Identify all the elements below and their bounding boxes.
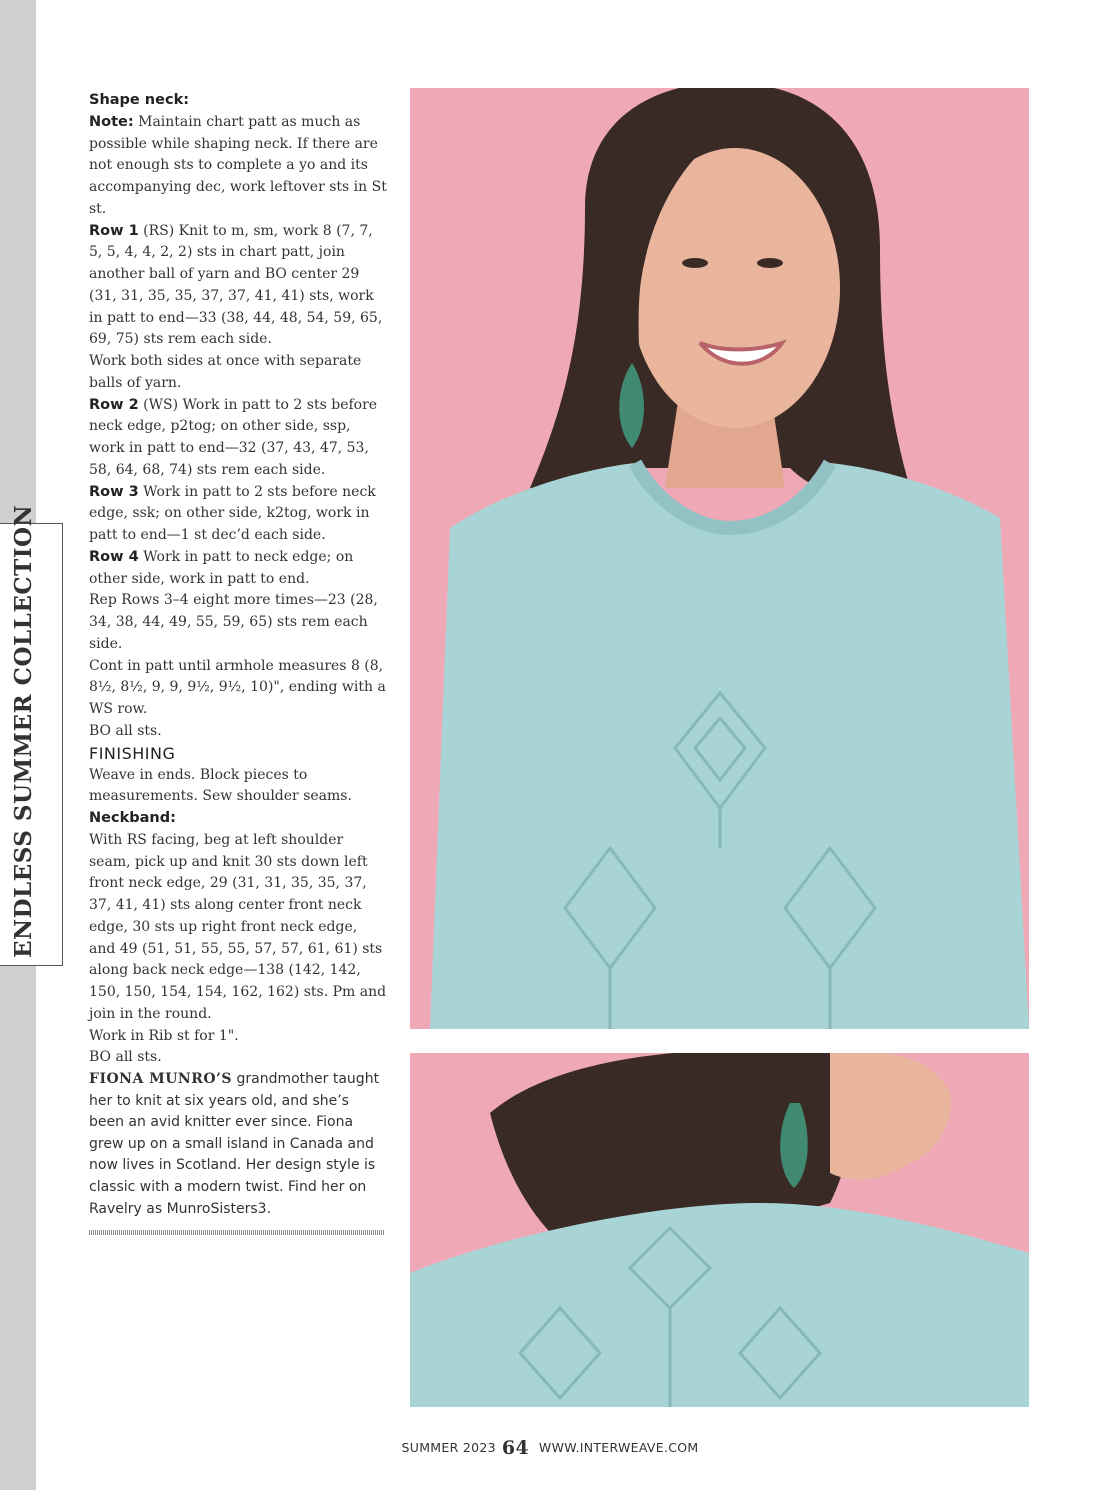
section-side-label: ENDLESS SUMMER COLLECTION xyxy=(10,504,37,958)
row1-label: Row 1 xyxy=(89,222,139,239)
repeat-rows-instruction: Rep Rows 3–4 eight more times—23 (28, 34, 38, 44, 49, 55, 59, 65) sts rem each side. xyxy=(89,592,378,652)
row2-label: Row 2 xyxy=(89,396,139,413)
pattern-text-column xyxy=(89,90,387,1235)
row4-instruction xyxy=(89,547,387,591)
model-back-illustration xyxy=(410,1053,1029,1407)
neckband-heading: Neckband: xyxy=(89,810,176,826)
page-number: 64 xyxy=(501,1437,529,1459)
row4-label: Row 4 xyxy=(89,548,139,565)
final-bind-off-instruction: BO all sts. xyxy=(89,1049,162,1066)
both-sides-instruction: Work both sides at once with separate balls of yarn. xyxy=(89,353,362,391)
finishing-heading: FINISHING xyxy=(89,743,176,763)
model-front-illustration xyxy=(410,88,1029,1029)
designer-bio-text: grandmother taught her to knit at six years old, and she’s been an avid knitter ever since. Fiona grew up on a small island in Canada and now lives in Scotland. Her design style is classic with a modern twist. Find her on Ravelry as MunroSisters3. xyxy=(89,1071,380,1217)
note-paragraph xyxy=(89,112,387,221)
designer-bio xyxy=(89,1069,387,1220)
row2-instruction xyxy=(89,395,387,482)
model-front-photo xyxy=(410,88,1029,1029)
footer-issue: SUMMER 2023 xyxy=(401,1440,496,1455)
footer-website: WWW.INTERWEAVE.COM xyxy=(538,1440,699,1455)
row4-text: Work in patt to neck edge; on other side, work in patt to end. xyxy=(89,548,354,587)
note-text: Maintain chart patt as much as possible while shaping neck. If there are not enough sts to complete a yo and its accompanying dec, work leftover sts in St st. xyxy=(89,113,387,217)
rib-instruction: Work in Rib st for 1". xyxy=(89,1027,239,1044)
note-label: Note: xyxy=(89,113,134,130)
row1-instruction xyxy=(89,221,387,352)
weave-instruction: Weave in ends. Block pieces to measurements. Sew shoulder seams. xyxy=(89,766,352,805)
section-side-tab xyxy=(0,504,63,966)
row2-text: (WS) Work in patt to 2 sts before neck edge, p2tog; on other side, ssp, work in patt to end—32 (37, 43, 47, 53, 58, 64, 68, 74) sts rem each side. xyxy=(89,396,378,478)
model-back-photo xyxy=(410,1053,1029,1407)
page-footer xyxy=(0,1437,1100,1459)
bio-divider xyxy=(89,1230,385,1235)
continue-instruction: Cont in patt until armhole measures 8 (8, 8½, 8½, 9, 9, 9½, 9½, 10)", ending with a WS row. xyxy=(89,657,386,717)
shape-neck-heading: Shape neck: xyxy=(89,92,190,108)
designer-name: FIONA MUNRO’S xyxy=(89,1071,233,1087)
row3-instruction xyxy=(89,482,387,547)
row3-label: Row 3 xyxy=(89,483,139,500)
bind-off-instruction: BO all sts. xyxy=(89,722,162,739)
row3-text: Work in patt to 2 sts before neck edge, ssk; on other side, k2tog, work in patt to end—1 st dec’d each side. xyxy=(89,483,376,543)
row1-text: (RS) Knit to m, sm, work 8 (7, 7, 5, 5, 4, 4, 2, 2) sts in chart patt, join another ball of yarn and BO center 29 (31, 31, 35, 35, 37, 37, 41, 41) sts, work in patt to end—33 (38, 44, 48, 54, 59, 65, 69, 75) sts rem each side. xyxy=(89,222,383,348)
neckband-instruction: With RS facing, beg at left shoulder seam, pick up and knit 30 sts down left front neck edge, 29 (31, 31, 35, 35, 37, 37, 41, 41) sts along center front neck edge, 30 sts up right front neck edge, and 49 (51, 51, 55, 55, 57, 57, 61, 61) sts along back neck edge—138 (142, 142, 150, 150, 154, 154, 162, 162) sts. Pm and join in the round. xyxy=(89,831,387,1022)
